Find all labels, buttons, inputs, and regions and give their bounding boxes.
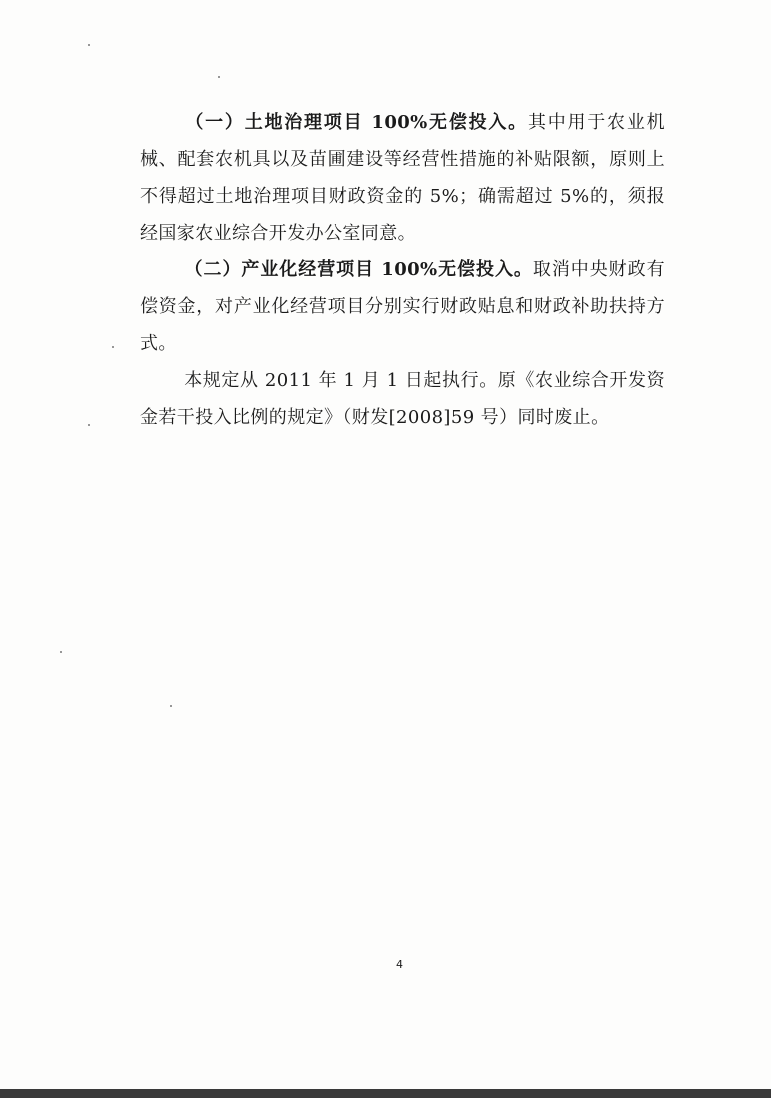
page-number: 4 [396, 958, 403, 971]
paragraph-lead: （二）产业化经营项目 100%无偿投入。 [184, 259, 533, 280]
scan-speck [112, 346, 114, 348]
paragraph-body: 本规定从 2011 年 1 月 1 日起执行。原《农业综合开发资金若干投入比例的规定》（财发[2008]59 号）同时废止。 [140, 370, 665, 428]
scan-speck [88, 424, 90, 426]
paragraph-industrialization [140, 251, 665, 362]
paragraph-lead: （一）土地治理项目 100%无偿投入。 [184, 112, 528, 133]
paragraph-effective-date [140, 362, 665, 436]
paragraph-body: 其中用于农业机械、配套农机具以及苗圃建设等经营性措施的补贴限额，原则上不得超过土地治理项目财政资金的 5%；确需超过 5%的，须报经国家农业综合开发办公室同意。 [140, 112, 665, 244]
paragraph-land-management [140, 104, 665, 252]
scan-speck [218, 76, 220, 78]
scan-edge [0, 1089, 771, 1098]
paragraph-body: 取消中央财政有偿资金，对产业化经营项目分别实行财政贴息和财政补助扶持方式。 [140, 259, 665, 354]
scan-speck [60, 651, 62, 653]
scan-speck [170, 705, 172, 707]
scan-speck [88, 44, 90, 46]
